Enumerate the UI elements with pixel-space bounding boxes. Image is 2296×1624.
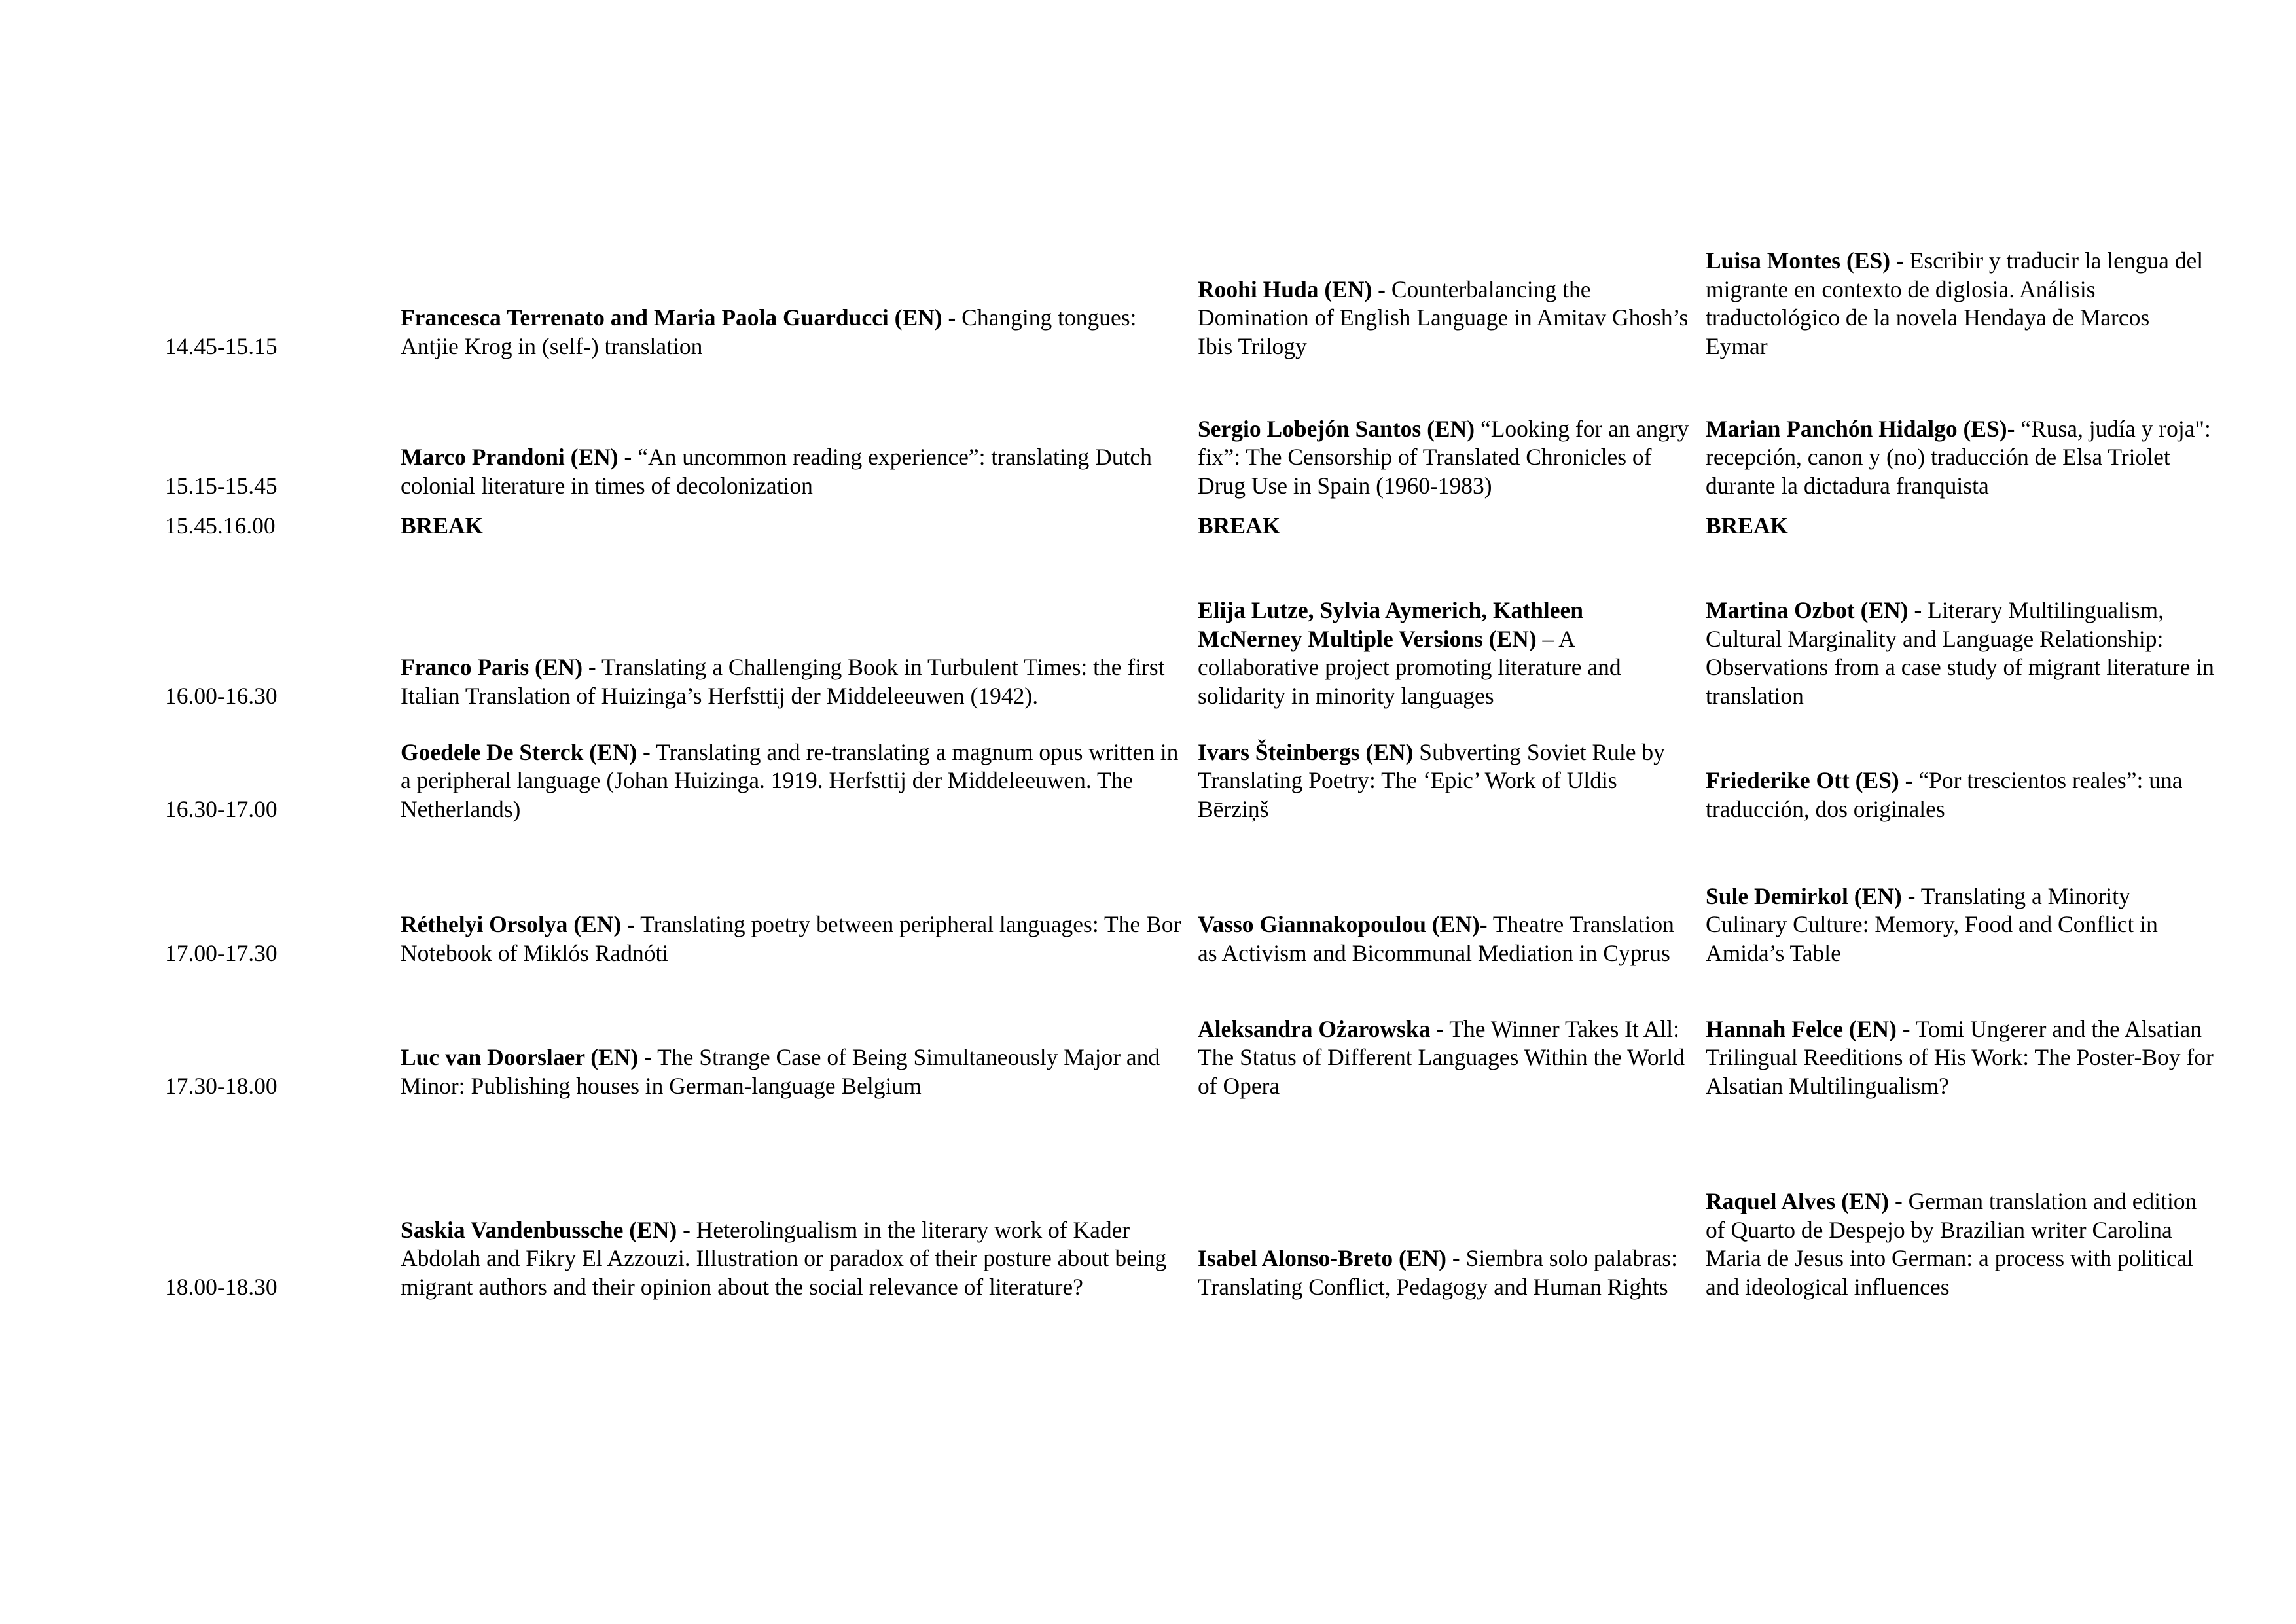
talk-title: “An uncommon reading experience”: translating Dutch colonial literature in times of decolonization bbox=[401, 444, 1152, 499]
talk-title: Siembra solo palabras: Translating Conflict, Pedagogy and Human Rights bbox=[1198, 1245, 1677, 1300]
presenter-name: Hannah Felce (EN) - bbox=[1706, 1015, 1910, 1042]
talk-title: Escribir y traducir la lengua del migrante en contexto de diglosia. Análisis traductológico de la novela Hendaya de Marcos Eymar bbox=[1706, 247, 2204, 359]
presenter-name: Aleksandra Ożarowska - bbox=[1198, 1015, 1444, 1042]
session-entry bbox=[401, 1216, 1186, 1302]
presenter-name: Elija Lutze, Sylvia Aymerich, Kathleen McNerney Multiple Versions (EN) bbox=[1198, 597, 1583, 652]
presenter-name: Saskia Vandenbussche (EN) - bbox=[401, 1216, 691, 1243]
talk-title: Translating and re-translating a magnum opus written in a peripheral language (Johan Huizinga. 1919. Herfsttij der Middeleeuwen. The Netherlands) bbox=[401, 738, 1179, 822]
talk-title: Literary Multilingualism, Cultural Marginality and Language Relationship: Observations from a case study of migrant literature in translation bbox=[1706, 597, 2214, 709]
presenter-name: Roohi Huda (EN) - bbox=[1198, 276, 1386, 302]
talk-title: Translating a Challenging Book in Turbulent Times: the first Italian Translation of Huizinga’s Herfsttij der Middeleeuwen (1942). bbox=[401, 654, 1165, 709]
presenter-name: Franco Paris (EN) - bbox=[401, 654, 596, 680]
talk-title: – A collaborative project promoting literature and solidarity in minority languages bbox=[1198, 625, 1621, 709]
time-slot: 17.00-17.30 bbox=[165, 939, 278, 966]
time-slot: 15.15-15.45 bbox=[165, 472, 278, 499]
talk-title: Changing tongues: Antjie Krog in (self-) translation bbox=[401, 304, 1137, 359]
time-slot: 16.00-16.30 bbox=[165, 682, 278, 709]
talk-title: “Rusa, judía y roja": recepción, canon y (no) traducción de Elsa Triolet durante la dictadura franquista bbox=[1706, 415, 2211, 499]
talk-title: Heterolingualism in the literary work of Kader Abdolah and Fikry El Azzouzi. Illustration or paradox of their posture about being migrant authors and their opinion about the social relevance of literature? bbox=[401, 1216, 1167, 1300]
time-slot: 16.30-17.00 bbox=[165, 795, 278, 822]
time-slot: 15.45.16.00 bbox=[165, 512, 276, 539]
break-label: BREAK bbox=[401, 512, 484, 539]
presenter-name: Martina Ozbot (EN) - bbox=[1706, 597, 1922, 623]
time-slot: 14.45-15.15 bbox=[165, 333, 278, 359]
presenter-name: Marian Panchón Hidalgo (ES)- bbox=[1706, 415, 2015, 442]
time-slot: 17.30-18.00 bbox=[165, 1072, 278, 1099]
presenter-name: Sule Demirkol (EN) - bbox=[1706, 882, 1916, 909]
presenter-name: Friederike Ott (ES) - bbox=[1706, 767, 1913, 793]
talk-title: The Strange Case of Being Simultaneously Major and Minor: Publishing houses in German-language Belgium bbox=[401, 1044, 1160, 1099]
presenter-name: Raquel Alves (EN) - bbox=[1706, 1188, 1903, 1214]
presenter-name: Isabel Alonso-Breto (EN) - bbox=[1198, 1245, 1460, 1271]
break-label: BREAK bbox=[1198, 512, 1281, 539]
presenter-name: Sergio Lobejón Santos (EN) bbox=[1198, 415, 1475, 442]
talk-title: German translation and edition of Quarto de Despejo by Brazilian writer Carolina Maria de Jesus into German: a process with political and ideological influences bbox=[1706, 1188, 2197, 1300]
break-label: BREAK bbox=[1706, 512, 1789, 539]
talk-title: Translating poetry between peripheral languages: The Bor Notebook of Miklós Radnóti bbox=[401, 911, 1181, 966]
presenter-name: Réthelyi Orsolya (EN) - bbox=[401, 911, 635, 937]
presenter-name: Francesca Terrenato and Maria Paola Guarducci (EN) - bbox=[401, 304, 956, 331]
presenter-name: Luc van Doorslaer (EN) - bbox=[401, 1044, 652, 1070]
talk-title: “Por trescientos reales”: una traducción, dos originales bbox=[1706, 767, 2183, 822]
presenter-name: Marco Prandoni (EN) - bbox=[401, 444, 632, 470]
presenter-name: Vasso Giannakopoulou (EN)- bbox=[1198, 911, 1488, 937]
time-slot: 18.00-18.30 bbox=[165, 1273, 278, 1300]
session-entry bbox=[1706, 1187, 2216, 1301]
presenter-name: Ivars Šteinbergs (EN) bbox=[1198, 738, 1414, 765]
talk-title: The Winner Takes It All: The Status of Different Languages Within the World of Opera bbox=[1198, 1015, 1685, 1099]
presenter-name: Goedele De Sterck (EN) - bbox=[401, 738, 651, 765]
talk-title: Theatre Translation as Activism and Bicommunal Mediation in Cyprus bbox=[1198, 911, 1674, 966]
talk-title: Subverting Soviet Rule by Translating Poetry: The ‘Epic’ Work of Uldis Bērziņš bbox=[1198, 738, 1665, 822]
presenter-name: Luisa Montes (ES) - bbox=[1706, 247, 1904, 274]
talk-title: Counterbalancing the Domination of English Language in Amitav Ghosh’s Ibis Trilogy bbox=[1198, 276, 1689, 359]
talk-title: Translating a Minority Culinary Culture: Memory, Food and Conflict in Amida’s Table bbox=[1706, 882, 2158, 966]
talk-title: Tomi Ungerer and the Alsatian Trilingual Reeditions of His Work: The Poster-Boy for Alsatian Multilingualism? bbox=[1706, 1015, 2214, 1099]
session-entry bbox=[1198, 1244, 1692, 1301]
talk-title: “Looking for an angry fix”: The Censorship of Translated Chronicles of Drug Use in Spain (1960-1983) bbox=[1198, 415, 1689, 499]
